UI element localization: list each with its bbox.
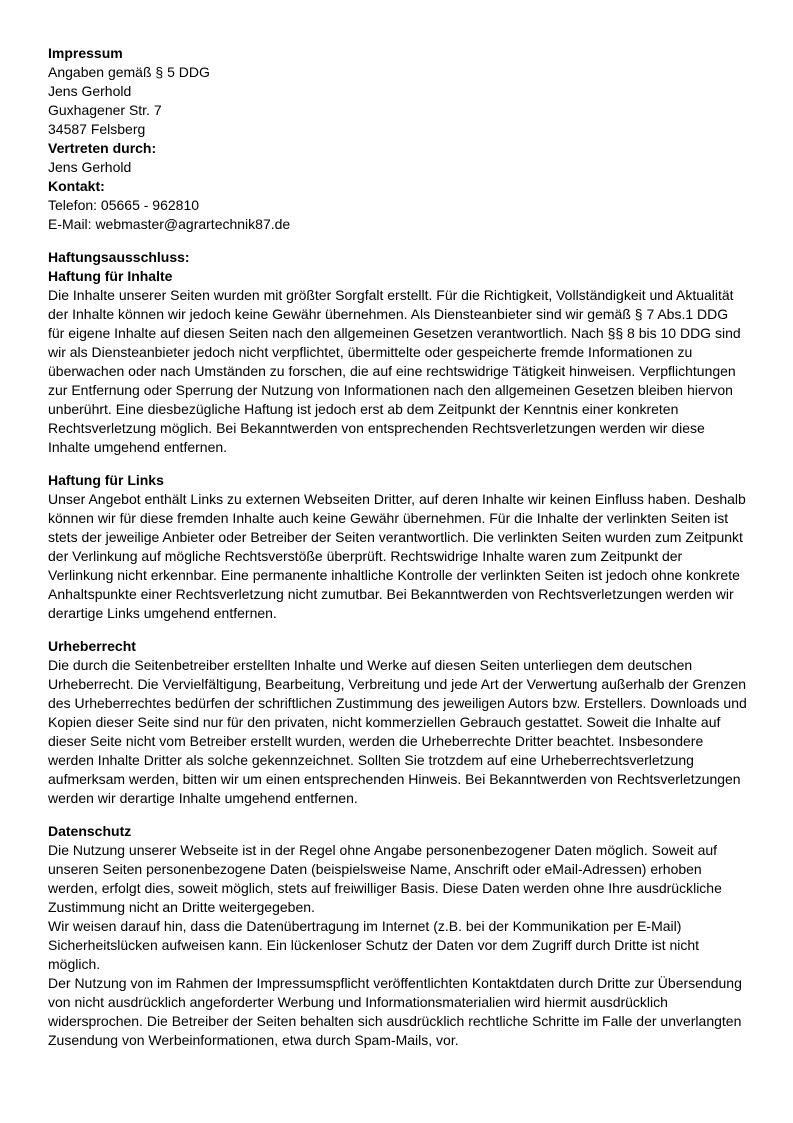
provider-city: 34587 Felsberg [48, 121, 146, 137]
section-paragraph: Die Inhalte unserer Seiten wurden mit größter Sorgfalt erstellt. Für die Richtigkeit, Vollständigkeit und Aktualität der Inhalte können wir jedoch keine Gewähr übernehmen. Als Diensteanbieter sind wir gemäß § 7 Abs.1 DDG für eigene Inhalte auf diesen Seiten nach den allgemeinen Gesetzen verantwortlich. Nach §§ 8 bis 10 DDG sind wir als Diensteanbieter jedoch nicht verpflichtet, übermittelte oder gespeicherte fremde Informationen zu überwachen oder nach Umständen zu forschen, die auf eine rechtswidrige Tätigkeit hinweisen. Verpflichtungen zur Entfernung oder Sperrung der Nutzung von Informationen nach den allgemeinen Gesetzen bleiben hiervon unberührt. Eine diesbezügliche Haftung ist jedoch erst ab dem Zeitpunkt der Kenntnis einer konkreten Rechtsverletzung möglich. Bei Bekanntwerden von entsprechenden Rechtsverletzungen werden wir diese Inhalte umgehend entfernen. [48, 287, 741, 455]
provider-street: Guxhagener Str. 7 [48, 102, 162, 118]
section-paragraph: Wir weisen darauf hin, dass die Datenübertragung im Internet (z.B. bei der Kommunikation per E-Mail) Sicherheitslücken aufweisen kann. Ein lückenloser Schutz der Daten vor dem Zugriff durch Dritte ist nicht möglich. [48, 918, 700, 972]
section-heading: Urheberrecht [48, 638, 136, 654]
provider-note: Angaben gemäß § 5 DDG [48, 64, 210, 80]
section-paragraph: Der Nutzung von im Rahmen der Impressumspflicht veröffentlichten Kontaktdaten durch Dritte zur Übersendung von nicht ausdrücklich angeforderter Werbung und Informationsmaterialien wird hiermit ausdrücklich widersprochen. Die Betreiber der Seiten behalten sich ausdrücklich rechtliche Schritte im Falle der unverlangten Zusendung von Werbeinformationen, etwa durch Spam-Mails, vor. [48, 975, 742, 1048]
section-paragraph: Unser Angebot enthält Links zu externen Webseiten Dritter, auf deren Inhalte wir keinen Einfluss haben. Deshalb können wir für diese fremden Inhalte auch keine Gewähr übernehmen. Für die Inhalte der verlinkten Seiten ist stets der jeweilige Anbieter oder Betreiber der Seiten verantwortlich. Die verlinkten Seiten wurden zum Zeitpunkt der Verlinkung auf mögliche Rechtsverstöße überprüft. Rechtswidrige Inhalte waren zum Zeitpunkt der Verlinkung nicht erkennbar. Eine permanente inhaltliche Kontrolle der verlinkten Seiten ist jedoch ohne konkrete Anhaltspunkte einer Rechtsverletzung nicht zumutbar. Bei Bekanntwerden von Rechtsverletzungen werden wir derartige Links umgehend entfernen. [48, 491, 746, 621]
contact-block [48, 44, 747, 234]
section-paragraph: Die Nutzung unserer Webseite ist in der Regel ohne Angabe personenbezogener Daten möglich. Soweit auf unseren Seiten personenbezogene Daten (beispielsweise Name, Anschrift oder eMail-Adressen) erhoben werden, erfolgt dies, soweit möglich, stets auf freiwilliger Basis. Diese Daten werden ohne Ihre ausdrückliche Zustimmung nicht an Dritte weitergegeben. [48, 842, 722, 915]
section-haftung-inhalte [48, 248, 747, 457]
section-paragraph: Die durch die Seitenbetreiber erstellten Inhalte und Werke auf diesen Seiten unterliegen dem deutschen Urheberrecht. Die Vervielfältigung, Bearbeitung, Verbreitung und jede Art der Verwertung außerhalb der Grenzen des Urheberrechtes bedürfen der schriftlichen Zustimmung des jeweiligen Autors bzw. Erstellers. Downloads und Kopien dieser Seite sind nur für den privaten, nicht kommerziellen Gebrauch gestattet. Soweit die Inhalte auf dieser Seite nicht vom Betreiber erstellt wurden, werden die Urheberrechte Dritter beachtet. Insbesondere werden Inhalte Dritter als solche gekennzeichnet. Sollten Sie trotzdem auf eine Urheberrechtsverletzung aufmerksam werden, bitten wir um einen entsprechenden Hinweis. Bei Bekanntwerden von Rechtsverletzungen werden wir derartige Inhalte umgehend entfernen. [48, 657, 747, 806]
phone-line: Telefon: 05665 - 962810 [48, 197, 200, 213]
represented-by-label: Vertreten durch: [48, 140, 157, 156]
section-heading: Haftung für Links [48, 472, 164, 488]
section-subheading: Haftung für Inhalte [48, 268, 173, 284]
section-heading: Datenschutz [48, 823, 132, 839]
section-datenschutz [48, 822, 747, 1050]
represented-by-name: Jens Gerhold [48, 159, 132, 175]
contact-label: Kontakt: [48, 178, 105, 194]
page-title: Impressum [48, 45, 123, 61]
section-heading: Haftungsausschluss: [48, 249, 190, 265]
email-line: E-Mail: webmaster@agrartechnik87.de [48, 216, 291, 232]
section-urheberrecht [48, 637, 747, 808]
provider-name: Jens Gerhold [48, 83, 132, 99]
section-haftung-links [48, 471, 747, 623]
